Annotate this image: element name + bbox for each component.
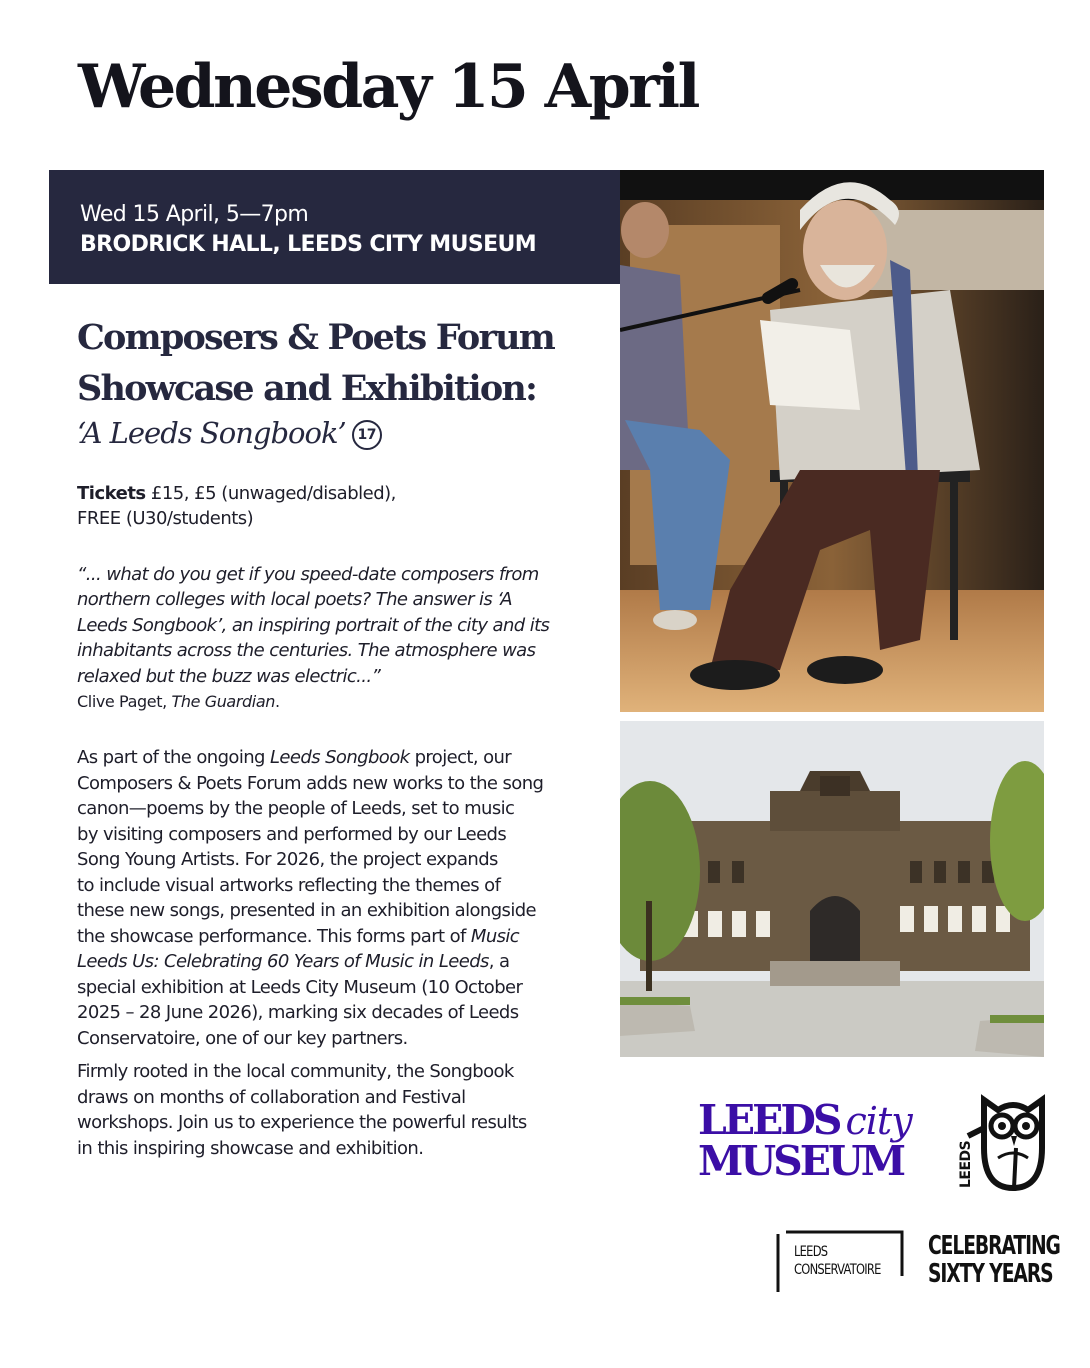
tickets-free: FREE (U30/students) [77, 508, 254, 529]
logo-text: SIXTY YEARS [928, 1259, 1053, 1289]
description-paragraph-2 [77, 1059, 617, 1161]
quote-line: “... what do you get if you speed-date composers from [77, 564, 539, 585]
text: to include visual artworks reflecting the themes of [77, 874, 501, 896]
text: As part of the ongoing [77, 747, 270, 768]
logo-text: LEEDS [794, 1244, 828, 1260]
event-venue: BRODRICK HALL, LEEDS CITY MUSEUM [80, 232, 537, 257]
text: in this inspiring showcase and exhibition. [77, 1137, 424, 1159]
logo-text: MUSEUM [698, 1137, 904, 1185]
age-rating-badge-icon: 17 [352, 420, 382, 450]
quote-end: . [274, 692, 280, 711]
logo-text: city [845, 1099, 912, 1143]
event-title [77, 312, 617, 414]
text: these new songs, presented in an exhibition alongside [77, 900, 537, 921]
event-subtitle [77, 410, 617, 456]
leeds-conservatoire-logo [774, 1228, 906, 1294]
owl-logo-text: LEEDS [958, 1140, 974, 1188]
event-time: Wed 15 April, 5—7pm [80, 202, 309, 227]
press-quote [77, 562, 617, 689]
text: , a [488, 951, 510, 972]
quote-source: The Guardian [171, 692, 275, 711]
celebrating-sixty-years-logo [928, 1231, 1060, 1289]
text: project, our [409, 747, 512, 768]
tickets-label: Tickets [77, 483, 146, 504]
text: Leeds Us: Celebrating 60 Years of Music in Leeds [77, 951, 489, 972]
performer-photo [620, 170, 1044, 712]
text: Leeds Songbook [270, 747, 410, 768]
quote-line: northern colleges with local poets? The answer is ‘A [77, 589, 513, 611]
text: Conservatoire, one of our key partners. [77, 1027, 408, 1049]
quote-line: relaxed but the buzz was electric...” [77, 665, 381, 687]
leeds-city-museum-logo [698, 1096, 918, 1190]
quote-line: Leeds Songbook’, an inspiring portrait of the city and its [77, 614, 550, 636]
text: 2025 – 28 June 2026), marking six decades of Leeds [77, 1002, 519, 1023]
logo-text: CELEBRATING [928, 1231, 1060, 1261]
museum-photo-illustration [620, 721, 1044, 1057]
tickets-info [77, 481, 617, 531]
text: Music [470, 925, 520, 947]
text: by visiting composers and performed by our Leeds [77, 823, 507, 845]
logo-text: CONSERVATOIRE [794, 1262, 881, 1278]
tickets-prices: £15, £5 (unwaged/disabled), [150, 483, 396, 504]
text: workshops. Join us to experience the powerful results [77, 1112, 527, 1133]
event-title-line1: Composers & Poets Forum [77, 317, 554, 358]
logo-text: LEEDS [698, 1096, 840, 1144]
performer-photo-illustration [620, 170, 1044, 712]
event-title-line2: Showcase and Exhibition: [77, 368, 537, 409]
text: canon—poems by the people of Leeds, set to music [77, 798, 515, 819]
museum-building-photo [620, 721, 1044, 1057]
text: Firmly rooted in the local community, the Songbook [77, 1061, 514, 1082]
description-paragraph-1 [77, 745, 617, 1051]
text: Composers & Poets Forum adds new works to the song [77, 772, 544, 794]
page-title: Wednesday 15 April [78, 52, 698, 122]
quote-author: Clive Paget, [77, 692, 172, 711]
quote-line: inhabitants across the centuries. The atmosphere was [77, 640, 536, 662]
event-banner [49, 170, 621, 284]
text: the showcase performance. This forms part of [77, 925, 471, 947]
event-subtitle-text: ‘A Leeds Songbook’ [77, 416, 346, 450]
text: draws on months of collaboration and Festival [77, 1086, 466, 1108]
conservatoire-text [794, 1243, 881, 1279]
text: Song Young Artists. For 2026, the project expands [77, 849, 498, 870]
text: special exhibition at Leeds City Museum (10 October [77, 976, 523, 998]
owl-logo-icon [958, 1088, 1048, 1192]
quote-attribution [77, 690, 280, 714]
